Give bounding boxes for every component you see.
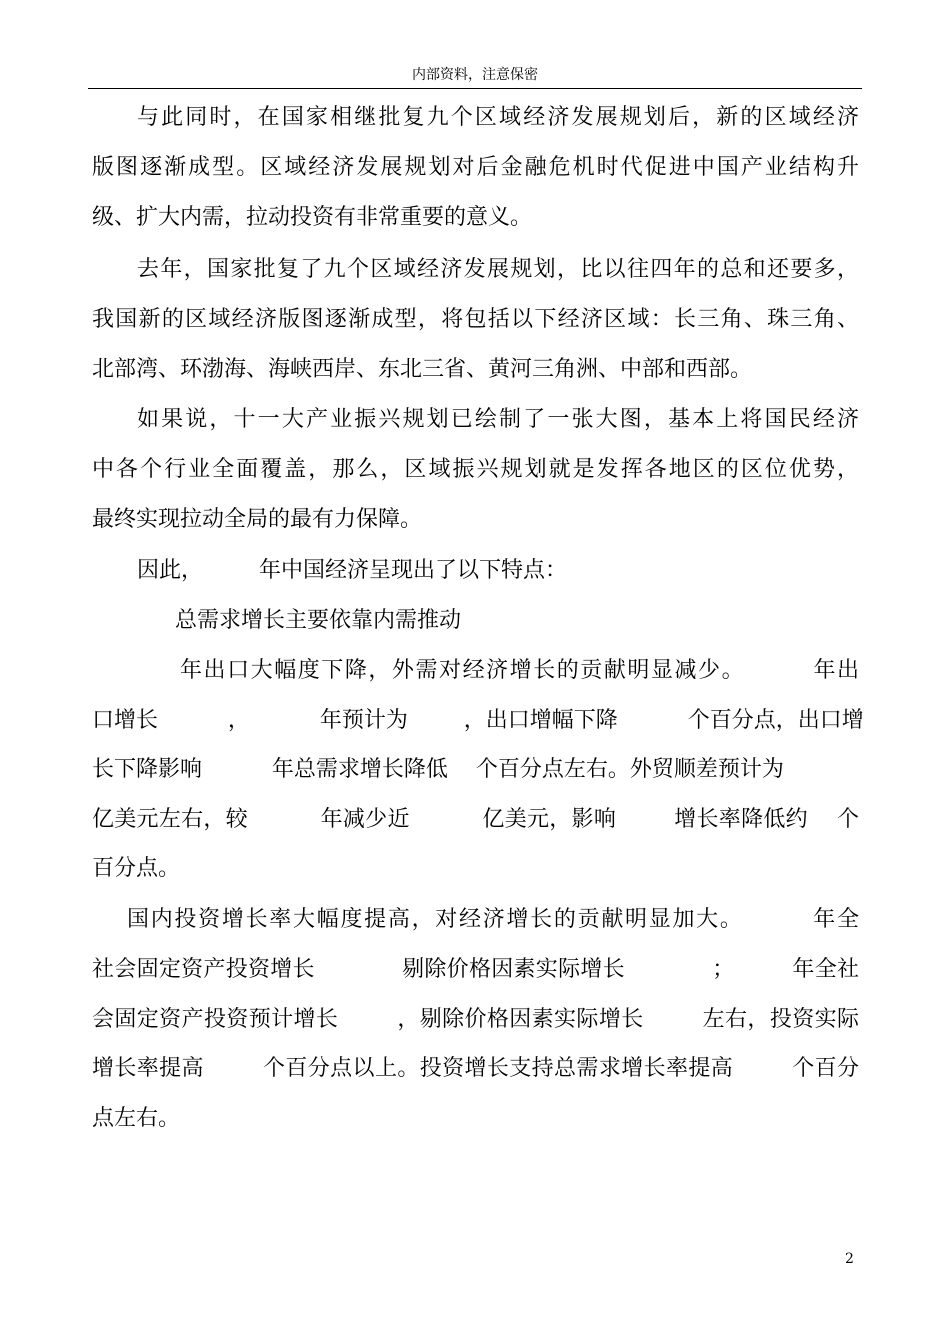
text-line: 如果说，十一大产业振兴规划已绘制了一张大图，基本上将国民经济 [137,407,859,432]
text-line: 中各个行业全面覆盖，那么，区域振兴规划就是发挥各地区的区位优势， [92,457,859,482]
text-line: 我国新的区域经济版图逐渐成型，将包括以下经济区域：长三角、珠三角、 [92,307,859,332]
text-line: 亿美元左右，较 年减少近 亿美元，影响 增长率降低约 个 [92,807,859,832]
section-heading: 总需求增长主要依靠内需推动 [175,608,462,633]
text-line: 点左右。 [92,1106,181,1131]
text-line: 百分点。 [92,856,181,881]
text-line: 会固定资产投资预计增长 ，剔除价格因素实际增长 左右，投资实际 [92,1007,859,1032]
text-line: 增长率提高 个百分点以上。投资增长支持总需求增长率提高 个百分 [92,1056,859,1081]
header-confidential-text: 内部资料，注意保密 [412,67,538,83]
text-line: 最终实现拉动全局的最有力保障。 [92,507,423,532]
text-line: 与此同时，在国家相继批复九个区域经济发展规划后，新的区域经济 [137,105,859,130]
page-number: 2 [845,1251,854,1267]
header-divider [88,88,862,89]
text-line: 北部湾、环渤海、海峡西岸、东北三省、黄河三角洲、中部和西部。 [92,357,753,382]
text-line: 版图逐渐成型。区域经济发展规划对后金融危机时代促进中国产业结构升 [92,155,859,180]
text-line: 社会固定资产投资增长 剔除价格因素实际增长 ； 年全社 [92,957,859,982]
text-line: 级、扩大内需，拉动投资有非常重要的意义。 [92,205,533,230]
text-line: 口增长 ， 年预计为 ，出口增幅下降 个百分点，出口增 [92,708,864,733]
text-line: 年出口大幅度下降，外需对经济增长的贡献明显减少。 年出 [180,658,859,683]
text-line: 长下降影响 年总需求增长降低 个百分点左右。外贸顺差预计为 [92,757,784,782]
text-line: 国内投资增长率大幅度提高，对经济增长的贡献明显加大。 年全 [127,907,859,932]
text-line: 去年，国家批复了九个区域经济发展规划，比以往四年的总和还要多， [137,257,859,282]
text-line: 因此， 年中国经济呈现出了以下特点： [137,558,567,583]
